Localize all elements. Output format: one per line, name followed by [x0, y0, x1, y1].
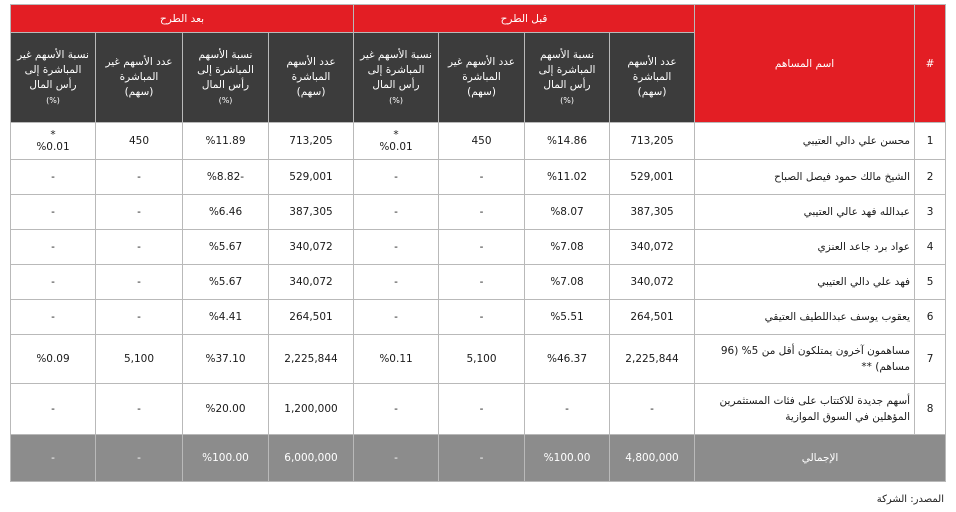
cell-value: -: [51, 403, 55, 415]
pre-indirect-pct-cell: [354, 160, 439, 195]
total-pre-direct-pct: %100.00: [525, 435, 610, 482]
pre-offering-header: قبل الطرح: [354, 5, 695, 33]
ownership-table: [10, 4, 946, 482]
pre-direct-pct-cell: %8.07: [525, 195, 610, 230]
row-index-cell: 3: [915, 195, 946, 230]
post-indirect-shares-cell: 5,100: [96, 335, 183, 384]
total-post-indirect-shares: -: [96, 435, 183, 482]
post-direct-pct-cell: %11.89: [183, 123, 269, 160]
pre-indirect-shares-header: عدد الأسهم غير المباشرة (سهم): [439, 33, 525, 123]
post-direct-shares-cell: 340,072: [269, 230, 354, 265]
header-row-groups: [11, 5, 946, 33]
pre-indirect-shares-cell: -: [439, 195, 525, 230]
pre-indirect-pct-cell: [354, 195, 439, 230]
post-indirect-pct-cell: [11, 230, 96, 265]
pre-direct-shares-cell: 713,205: [610, 123, 695, 160]
total-row: [11, 435, 946, 482]
cell-value: -: [51, 171, 55, 183]
cell-value: -: [394, 403, 398, 415]
total-pre-indirect-pct: -: [354, 435, 439, 482]
cell-value: -: [394, 171, 398, 183]
pre-direct-shares-cell: 2,225,844: [610, 335, 695, 384]
cell-value: -: [51, 241, 55, 253]
cell-value: -: [394, 241, 398, 253]
pre-direct-shares-cell: -: [610, 384, 695, 435]
table-row: [11, 195, 946, 230]
post-indirect-pct-cell: [11, 335, 96, 384]
row-index-cell: 1: [915, 123, 946, 160]
pre-indirect-pct-cell: [354, 123, 439, 160]
post-direct-pct-cell: %5.67: [183, 265, 269, 300]
post-indirect-shares-header: عدد الأسهم غير المباشرة (سهم): [96, 33, 183, 123]
total-pre-indirect-shares: -: [439, 435, 525, 482]
table-row: [11, 230, 946, 265]
pre-direct-shares-cell: 340,072: [610, 265, 695, 300]
post-direct-shares-cell: 713,205: [269, 123, 354, 160]
post-indirect-shares-cell: -: [96, 265, 183, 300]
post-direct-pct-cell: %4.41: [183, 300, 269, 335]
table-row: [11, 335, 946, 384]
shareholder-name-cell: يعقوب يوسف عبداللطيف العتيقي: [695, 300, 915, 335]
table-row: [11, 384, 946, 435]
post-direct-pct-header: نسبة الأسهم المباشرة إلى رأس المال (%): [183, 33, 269, 123]
cell-value: %0.01: [379, 141, 413, 153]
table-row: [11, 123, 946, 160]
row-index-cell: 4: [915, 230, 946, 265]
cell-value: -: [51, 276, 55, 288]
post-indirect-pct-header: نسبة الأسهم غير المباشرة إلى رأس المال (%): [11, 33, 96, 123]
post-direct-pct-cell: %5.67: [183, 230, 269, 265]
pre-direct-pct-header: نسبة الأسهم المباشرة إلى رأس المال (%): [525, 33, 610, 123]
post-indirect-shares-cell: -: [96, 230, 183, 265]
post-direct-shares-header: عدد الأسهم المباشرة (سهم): [269, 33, 354, 123]
post-direct-shares-cell: 264,501: [269, 300, 354, 335]
pre-indirect-shares-cell: 450: [439, 123, 525, 160]
post-direct-pct-cell: %6.46: [183, 195, 269, 230]
pre-indirect-shares-cell: -: [439, 230, 525, 265]
total-label: الإجمالي: [695, 435, 946, 482]
shareholder-name-cell: محسن علي دالي العتيبي: [695, 123, 915, 160]
footnote-star: *: [393, 129, 399, 141]
cell-value: -: [394, 206, 398, 218]
post-indirect-shares-cell: -: [96, 195, 183, 230]
pre-direct-pct-cell: %5.51: [525, 300, 610, 335]
pre-direct-shares-cell: 387,305: [610, 195, 695, 230]
post-direct-pct-cell: %20.00: [183, 384, 269, 435]
pre-direct-pct-cell: %7.08: [525, 230, 610, 265]
post-indirect-shares-cell: -: [96, 160, 183, 195]
cell-value: %0.11: [379, 353, 413, 365]
row-index-cell: 6: [915, 300, 946, 335]
pre-indirect-shares-cell: 5,100: [439, 335, 525, 384]
table-row: [11, 265, 946, 300]
post-indirect-pct-cell: [11, 195, 96, 230]
cell-value: -: [51, 206, 55, 218]
shareholder-name-cell: الشيخ مالك حمود فيصل الصباح: [695, 160, 915, 195]
row-index-cell: 5: [915, 265, 946, 300]
pre-indirect-pct-cell: [354, 300, 439, 335]
pre-indirect-shares-cell: -: [439, 160, 525, 195]
row-index-cell: 7: [915, 335, 946, 384]
source-note: المصدر: الشركة: [876, 494, 944, 505]
post-direct-shares-cell: 1,200,000: [269, 384, 354, 435]
post-indirect-pct-cell: [11, 265, 96, 300]
post-indirect-shares-cell: -: [96, 384, 183, 435]
shareholder-name-cell: فهد علي دالي العتيبي: [695, 265, 915, 300]
shareholder-header: اسم المساهم: [695, 5, 915, 123]
row-index-cell: 8: [915, 384, 946, 435]
post-direct-shares-cell: 387,305: [269, 195, 354, 230]
total-pre-direct-shares: 4,800,000: [610, 435, 695, 482]
pre-indirect-pct-cell: [354, 335, 439, 384]
post-offering-header: بعد الطرح: [11, 5, 354, 33]
post-indirect-pct-cell: [11, 384, 96, 435]
shareholder-name-cell: عواد برد جاعد العنزي: [695, 230, 915, 265]
post-direct-shares-cell: 529,001: [269, 160, 354, 195]
cell-value: %0.09: [36, 353, 70, 365]
index-header: #: [915, 5, 946, 123]
pre-direct-shares-cell: 264,501: [610, 300, 695, 335]
pre-indirect-pct-cell: [354, 230, 439, 265]
cell-value: -: [394, 276, 398, 288]
pre-indirect-pct-header: نسبة الأسهم غير المباشرة إلى رأس المال (%): [354, 33, 439, 123]
post-direct-pct-cell: %37.10: [183, 335, 269, 384]
pre-direct-pct-cell: -: [525, 384, 610, 435]
table-row: [11, 300, 946, 335]
footnote-star: *: [50, 129, 56, 141]
table-row: [11, 160, 946, 195]
pre-direct-pct-cell: %11.02: [525, 160, 610, 195]
row-index-cell: 2: [915, 160, 946, 195]
post-indirect-shares-cell: 450: [96, 123, 183, 160]
shareholder-name-cell: عبدالله فهد عالي العتيبي: [695, 195, 915, 230]
post-direct-shares-cell: 2,225,844: [269, 335, 354, 384]
total-post-indirect-pct: -: [11, 435, 96, 482]
pre-indirect-pct-cell: [354, 265, 439, 300]
pre-indirect-shares-cell: -: [439, 300, 525, 335]
post-indirect-pct-cell: [11, 123, 96, 160]
post-indirect-pct-cell: [11, 300, 96, 335]
pre-direct-shares-cell: 529,001: [610, 160, 695, 195]
post-indirect-shares-cell: -: [96, 300, 183, 335]
post-indirect-pct-cell: [11, 160, 96, 195]
pre-direct-pct-cell: %46.37: [525, 335, 610, 384]
pre-direct-shares-cell: 340,072: [610, 230, 695, 265]
total-post-direct-shares: 6,000,000: [269, 435, 354, 482]
pre-direct-pct-cell: %14.86: [525, 123, 610, 160]
shareholder-name-cell: مساهمون آخرون يمتلكون أقل من 5% (96 مساهم) **: [695, 335, 915, 384]
cell-value: %0.01: [36, 141, 70, 153]
cell-value: -: [394, 311, 398, 323]
pre-indirect-shares-cell: -: [439, 265, 525, 300]
pre-direct-shares-header: عدد الأسهم المباشرة (سهم): [610, 33, 695, 123]
pre-indirect-pct-cell: [354, 384, 439, 435]
total-post-direct-pct: %100.00: [183, 435, 269, 482]
post-direct-pct-cell: %8.82-: [183, 160, 269, 195]
shareholder-name-cell: أسهم جديدة للاكتتاب على فئات المستثمرين المؤهلين في السوق الموازية: [695, 384, 915, 435]
pre-direct-pct-cell: %7.08: [525, 265, 610, 300]
post-direct-shares-cell: 340,072: [269, 265, 354, 300]
cell-value: -: [51, 311, 55, 323]
pre-indirect-shares-cell: -: [439, 384, 525, 435]
